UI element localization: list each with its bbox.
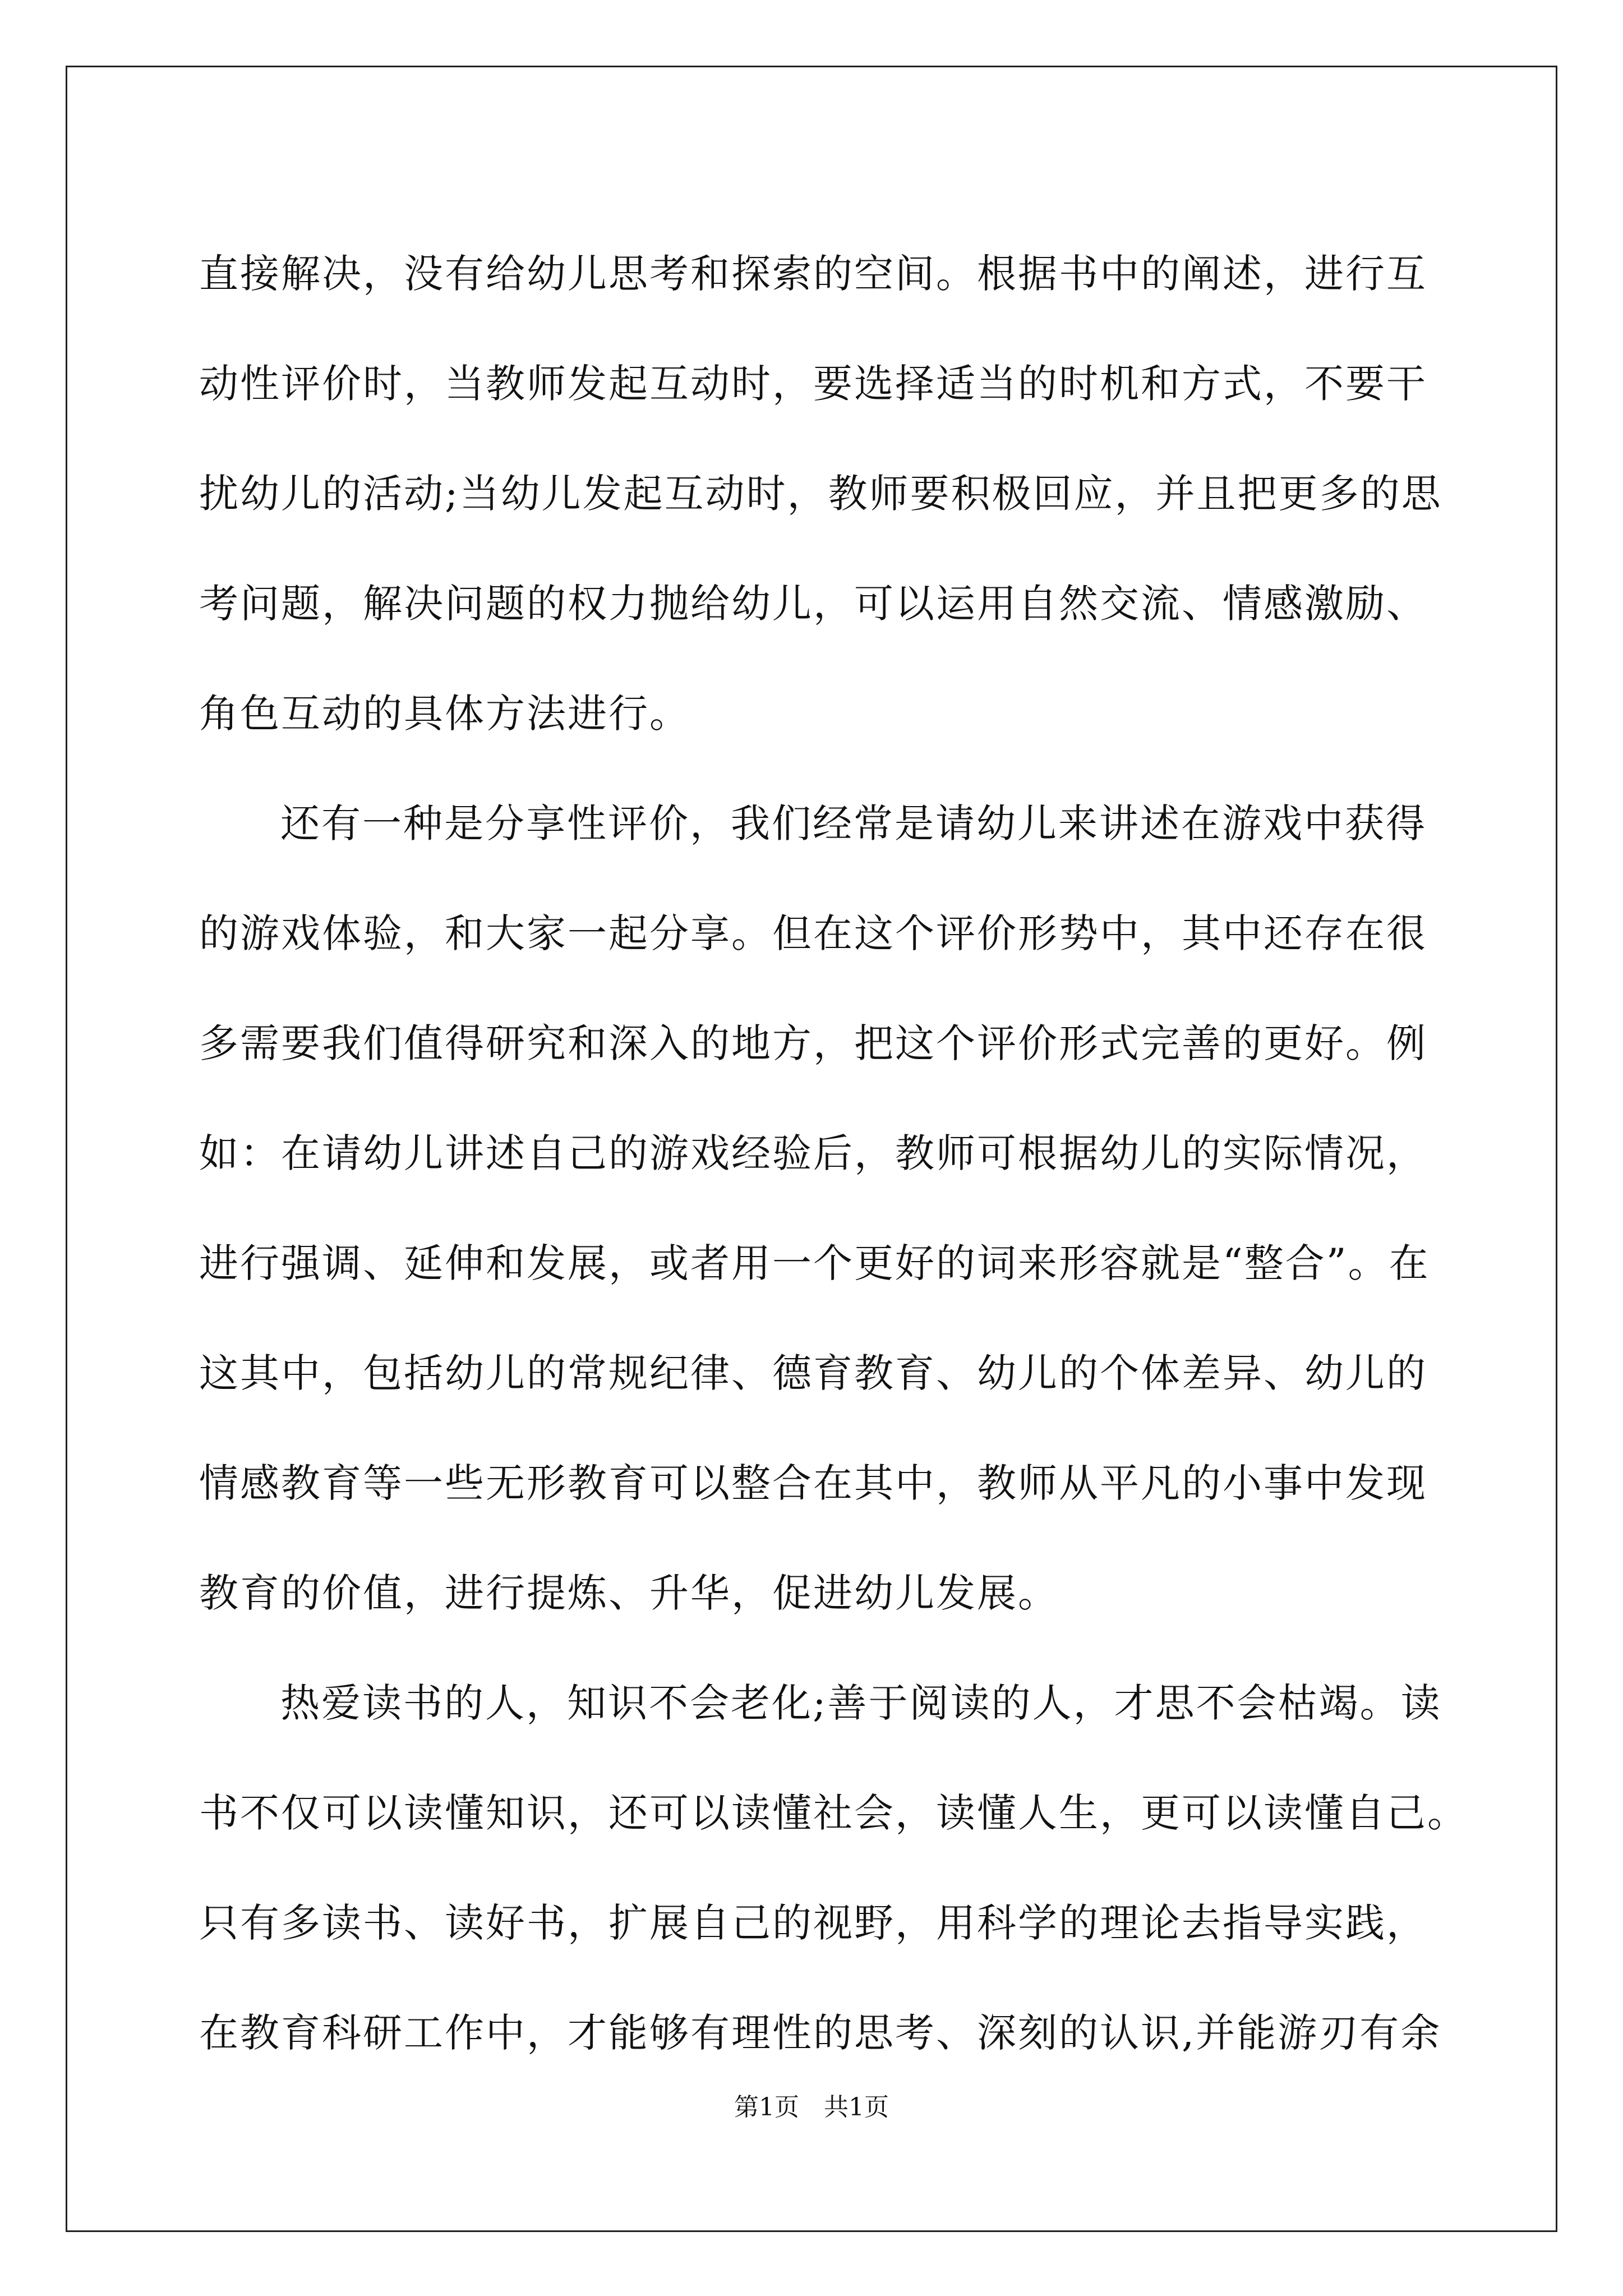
text-line: 教育的价值，进行提炼、升华，促进幼儿发展。 <box>199 1570 1059 1616</box>
text-line: 的游戏体验，和大家一起分享。但在这个评价形势中，其中还存在很 <box>199 910 1427 956</box>
text-line: 直接解决，没有给幼儿思考和探索的空间。根据书中的阐述，进行互 <box>199 251 1427 297</box>
text-line: 书不仅可以读懂知识，还可以读懂社会，读懂人生，更可以读懂自己。 <box>199 1790 1468 1836</box>
text-line: 考问题，解决问题的权力抛给幼儿，可以运用自然交流、情感激励、 <box>199 581 1427 627</box>
text-line: 多需要我们值得研究和深入的地方，把这个评价形式完善的更好。例 <box>199 1020 1427 1066</box>
text-line: 动性评价时，当教师发起互动时，要选择适当的时机和方式，不要干 <box>199 361 1427 407</box>
text-line: 只有多读书、读好书，扩展自己的视野，用科学的理论去指导实践， <box>199 1900 1427 1946</box>
text-line: 扰幼儿的活动;当幼儿发起互动时，教师要积极回应，并且把更多的思 <box>199 471 1442 517</box>
text-line: 这其中，包括幼儿的常规纪律、德育教育、幼儿的个体差异、幼儿的 <box>199 1350 1427 1396</box>
page-footer: 第1页 共1页 <box>734 2093 889 2122</box>
text-line: 情感教育等一些无形教育可以整合在其中，教师从平凡的小事中发现 <box>199 1460 1427 1506</box>
document-body <box>199 219 1472 2088</box>
text-line: 如：在请幼儿讲述自己的游戏经验后，教师可根据幼儿的实际情况， <box>199 1130 1427 1176</box>
text-line: 还有一种是分享性评价，我们经常是请幼儿来讲述在游戏中获得 <box>280 800 1427 846</box>
text-line: 在教育科研工作中，才能够有理性的思考、深刻的认识,并能游刃有余 <box>199 2010 1442 2056</box>
text-line: 进行强调、延伸和发展，或者用一个更好的词来形容就是“整合”。在 <box>199 1240 1430 1286</box>
text-line: 角色互动的具体方法进行。 <box>199 691 690 737</box>
text-line: 热爱读书的人，知识不会老化;善于阅读的人，才思不会枯竭。读 <box>280 1680 1442 1726</box>
